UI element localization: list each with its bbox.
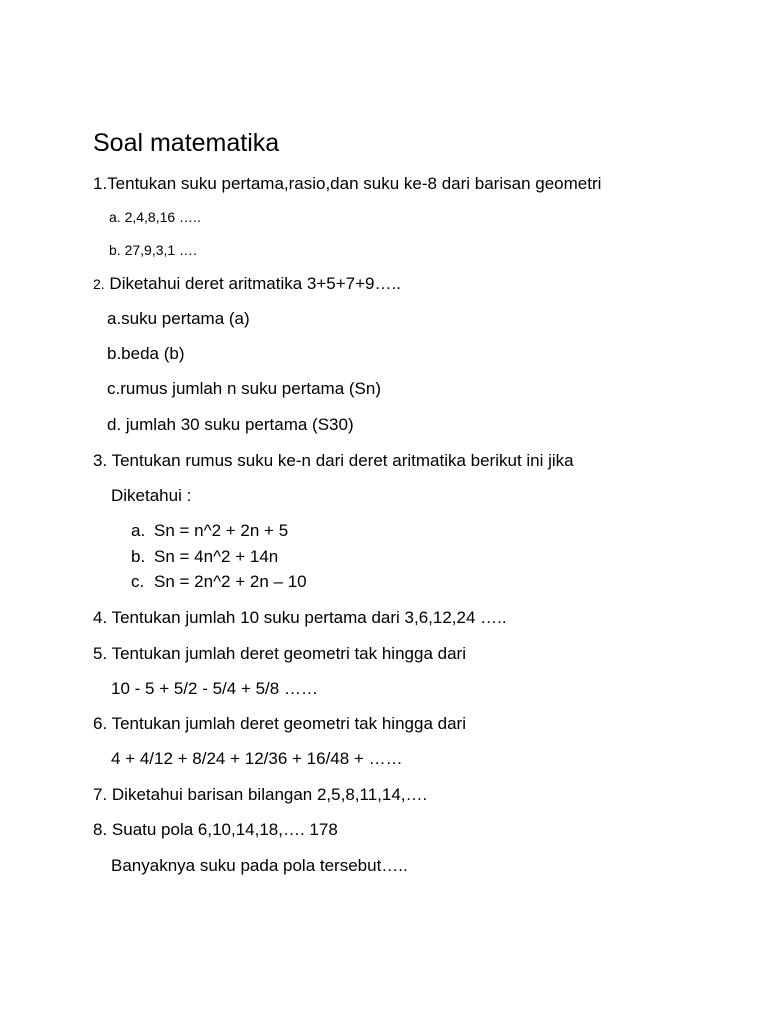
- question-3-item-b: Sn = 4n^2 + 14n: [154, 547, 279, 566]
- question-3-given: Diketahui :: [111, 486, 192, 505]
- question-5-expression: 10 - 5 + 5/2 - 5/4 + 5/8 ……: [111, 679, 318, 698]
- question-3-item-c: Sn = 2n^2 + 2n – 10: [154, 572, 307, 591]
- question-1-item-a: a. 2,4,8,16 …..: [109, 209, 201, 225]
- question-2-item-b: b.beda (b): [107, 344, 185, 363]
- question-2-item-c: c.rumus jumlah n suku pertama (Sn): [107, 379, 381, 398]
- document-title: Soal matematika: [93, 129, 280, 157]
- question-5: 5. Tentukan jumlah deret geometri tak hingga dari: [93, 644, 466, 663]
- question-3-item-c-marker: c.: [131, 572, 145, 591]
- question-1: 1.Tentukan suku pertama,rasio,dan suku ke-8 dari barisan geometri: [93, 174, 602, 193]
- question-8: 8. Suatu pola 6,10,14,18,…. 178: [93, 820, 338, 839]
- question-1-item-b: b. 27,9,3,1 ….: [109, 242, 197, 258]
- question-2-text: Diketahui deret aritmatika 3+5+7+9…..: [109, 274, 401, 293]
- question-8-sub: Banyaknya suku pada pola tersebut…..: [111, 856, 408, 875]
- question-2-number: 2.: [93, 276, 105, 292]
- question-3: 3. Tentukan rumus suku ke-n dari deret aritmatika berikut ini jika: [93, 451, 574, 470]
- question-2-item-d: d. jumlah 30 suku pertama (S30): [107, 415, 354, 434]
- question-6: 6. Tentukan jumlah deret geometri tak hingga dari: [93, 714, 466, 733]
- question-2-item-a: a.suku pertama (a): [107, 309, 250, 328]
- question-3-item-b-marker: b.: [131, 547, 146, 566]
- question-3-item-a: Sn = n^2 + 2n + 5: [154, 521, 289, 540]
- question-6-expression: 4 + 4/12 + 8/24 + 12/36 + 16/48 + ……: [111, 749, 403, 768]
- question-2: [93, 274, 401, 294]
- question-4: 4. Tentukan jumlah 10 suku pertama dari 3,6,12,24 …..: [93, 608, 507, 627]
- question-7: 7. Diketahui barisan bilangan 2,5,8,11,14,….: [93, 785, 428, 804]
- question-3-item-a-marker: a.: [131, 521, 146, 540]
